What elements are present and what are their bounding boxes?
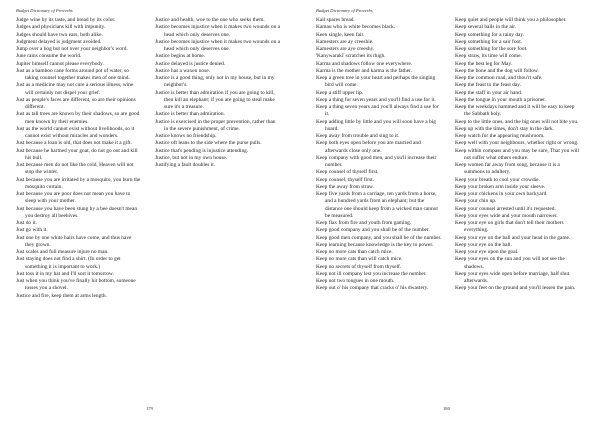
proverb-entry: Judge wine by its taste, and bread by its color. xyxy=(16,17,116,23)
proverb-entry: Justice oft leans to the side where the purse pulls. xyxy=(155,140,262,147)
proverb-entry: Keen single, keen fair. xyxy=(316,31,365,38)
proverb-entry: Justice becomes injustice when it makes two wounds on a head which only deserves one. xyxy=(155,38,281,52)
proverb-entry: Keep a green tree in your heart and perhaps the singing bird will come. xyxy=(316,75,436,89)
proverb-entry: Keep your eye on the ball. xyxy=(455,241,512,248)
proverb-entry: Justice delayed is justice denied. xyxy=(155,60,226,67)
proverb-entry: Keep your broken arm inside your sleeve. xyxy=(455,183,546,190)
proverb-entry: Keep the bone and the dog will follow. xyxy=(455,67,539,74)
proverb-entry: Keep well with your neighbours, whether right or wrong. xyxy=(455,140,579,147)
proverb-entry: Keep out o' his company that cracks o' his dwastery. xyxy=(316,285,429,292)
proverb-entry: Keep no more cats than catch mice. xyxy=(316,249,393,255)
proverb-entry: Keep your eye upon the goal. xyxy=(455,249,519,255)
proverb-entry: Keep learning because knowledge is the key to power. xyxy=(316,241,434,248)
proverb-entry: Just as tall trees are known by their shadows, so are good men known by their enemies. xyxy=(16,111,140,125)
proverb-entry: Keep something for a rainy day. xyxy=(455,31,525,38)
proverb-entry: Just because you have been stung by a bee doesn't mean you destroy all beehives. xyxy=(16,205,138,219)
running-head: Budget Dictionary of Proverbs xyxy=(16,8,73,13)
proverb-entry: Justice is a good thing, only not in my house, but in my neighbor's. xyxy=(155,75,275,89)
proverb-entry: Justice is exercised in the proper prevention, rather than in the severe punishment, of crime. xyxy=(155,118,276,132)
proverb-entry: Karma is the mother and karma is the father. xyxy=(316,67,412,74)
proverb-entry: Keep your chickens in your own backyard. xyxy=(455,191,548,197)
proverb-entry: Keep your eyes on the sun and you will not see the shadows. xyxy=(455,256,565,270)
proverb-entry: Keep counsel of thyself first. xyxy=(316,169,379,176)
proverb-entry: Keep no more cats than will catch mice. xyxy=(316,256,403,263)
proverb-entry: Just because men do not like the cold, Heaven will not stop the winter. xyxy=(16,162,134,176)
proverb-entry: Justice is better than admiration if you are going to kill, then kill an elephant; if you are going to steal make sure it's a treasure. xyxy=(155,89,275,110)
proverb-entry: Keep to the little ones, and the big ones will not bite you. xyxy=(455,118,579,125)
proverb-entry: Keep quiet and people will think you a philosopher. xyxy=(455,17,567,23)
proverb-entry: Keep both eyes open before you are married and afterwards close only one. xyxy=(316,140,421,154)
proverb-entry: Keep your eyes wide open before marriage, half shut afterwards. xyxy=(455,270,570,284)
proverb-entry: Keep a thing for seven years and you'll find a use for it. xyxy=(316,96,436,103)
proverb-entry: Keep not ill company lest you increase the number. xyxy=(316,270,427,277)
left-page-column-a xyxy=(16,17,142,300)
proverb-entry: Keep the feast to the feast day. xyxy=(455,82,521,89)
proverb-entry: Keep your eye on the ball and your head in the game. xyxy=(455,234,571,241)
proverb-entry: Just when you think you've finally hit bottom, someone tosses you a shovel. xyxy=(16,278,136,292)
proverb-entry: Keep your chin up. xyxy=(455,198,497,205)
proverb-entry: Justice and fire, keep them at arms length. xyxy=(16,292,107,299)
proverb-entry: Keep a stiff upper lip. xyxy=(316,89,364,96)
proverb-entry: Just as people's faces are different, so are their opinions different. xyxy=(16,96,136,110)
proverb-entry: Keep the common road, and thou'rt safe. xyxy=(455,75,543,81)
proverb-entry: Justice knows no friendship. xyxy=(155,133,217,139)
proverb-entry: Keep counsel, thyself first. xyxy=(316,176,374,183)
proverb-entry: Keep something for the sore foot. xyxy=(455,46,528,52)
proverb-entry: Kamau who is white becomes black. xyxy=(316,24,396,31)
left-page-column-b xyxy=(155,17,281,169)
page-number: 179 xyxy=(146,406,153,411)
proverb-entry: Just staying does not find a shirt. (In order to get something it is important to work.) xyxy=(16,256,121,270)
proverb-entry: Justice becomes injustice when it makes two wounds on a head which only deserves one. xyxy=(155,24,281,38)
proverb-entry: Keep your counsel arrested until it's requested. xyxy=(455,205,556,212)
proverb-entry: Keep your eye on girls that don't tell their mothers everything. xyxy=(455,220,564,234)
proverb-entry: Keep company with good men, and you'll increase their number. xyxy=(316,154,437,168)
proverb-entry: Keep the weekdays hammed and it will be easy to keep the Sabbath holy. xyxy=(455,104,575,118)
proverb-entry: Keep not two tongues in one mouth. xyxy=(316,278,395,284)
proverb-entry: Just do it. xyxy=(16,220,37,226)
proverb-entry: Karma and shadows follow one everywhere. xyxy=(316,60,413,67)
proverb-entry: Keep five yards from a carriage, ten yards from a horse, and a hundred yards from an elephant; but the distance one should keep from a wicked man cannot be measured. xyxy=(316,191,438,219)
proverb-entry: Justice is better than admiration. xyxy=(155,111,225,118)
proverb-entry: Keep several balls in the air. xyxy=(455,24,517,31)
proverb-entry: Justice and health, woe to the one who seeks them. xyxy=(155,17,265,23)
proverb-entry: Keep adding little by little and you will soon have a big hoard. xyxy=(316,118,436,132)
proverb-entry: Keep your eyes wide and your mouth narrower. xyxy=(455,212,558,219)
proverb-entry: Keep no secrets of thyself from thyself. xyxy=(316,263,402,270)
proverb-entry: Just because he harmed your goat, do not go out and kill his bull. xyxy=(16,147,138,161)
right-page xyxy=(300,0,600,424)
proverb-entry: Keep women far away from song, because it is a summons to adultery. xyxy=(455,162,560,176)
proverb-entry: June rains consume the world. xyxy=(16,53,82,60)
proverb-entry: Keep something for a sair foot. xyxy=(455,38,523,45)
proverb-entry: Kail spares bread. xyxy=(316,17,355,23)
proverb-entry: Judges and physicians kill with impunity. xyxy=(16,24,106,31)
right-page-column-a xyxy=(316,17,442,293)
proverb-entry: Just because you are poor does not mean you have to sleep with your mother. xyxy=(16,191,131,205)
proverb-entry: Keep your feet on the ground and you'll lessen the pain. xyxy=(455,285,576,292)
proverb-entry: Keep the away from straw. xyxy=(316,183,374,190)
proverb-entry: Just because a loan is old, that does not make it a gift. xyxy=(16,140,132,147)
proverb-entry: Jupiter himself cannot please everybody. xyxy=(16,60,104,67)
proverb-entry: Keep your breath to cool your crowdie. xyxy=(455,176,540,183)
proverb-entry: Justice that's pending is injustice attending. xyxy=(155,147,249,154)
proverb-entry: Keep watch for the appearing mushroom. xyxy=(455,133,545,139)
proverb-entry: Just as a medicine may not cure a serious illness, wine will certainly not dispel your grief. xyxy=(16,82,134,96)
proverb-entry: Keep straw, its time will come. xyxy=(455,53,522,60)
proverb-entry: Kamesters are ay creeshie. xyxy=(316,38,374,45)
proverb-entry: Keep flax from fire and youth from gaming. xyxy=(316,220,412,226)
proverb-entry: Just one by one white hairs have come, and thus have they grown. xyxy=(16,234,132,248)
proverb-entry: Just because you are irritated by a mosquito, you burn the mosquito curtain. xyxy=(16,176,141,190)
proverb-entry: Keep away from trouble and sing to it. xyxy=(316,133,400,139)
proverb-entry: Judgment delayed is judgment avoided. xyxy=(16,38,102,45)
right-page-column-b xyxy=(455,17,581,293)
proverb-entry: Just go with it. xyxy=(16,227,48,234)
proverb-entry: Just as a bamboo cane forms around pot of water, so taking counsel together makes men of one mind. xyxy=(16,67,130,81)
proverb-entry: Justice has a waxen nose. xyxy=(155,67,210,74)
proverb-entry: Keep good men company, and you shall be of the number. xyxy=(316,234,442,241)
proverb-entry: Just toss it in my hat and I'll sort it tomorrow. xyxy=(16,270,114,277)
proverb-entry: Keep a thing seven years and you'll always find a use for it. xyxy=(316,104,439,118)
proverb-entry: Jump over a hog but not over your neighbor's word. xyxy=(16,46,128,52)
proverb-entry: Keep up with the times, don't stay in the dark. xyxy=(455,125,555,132)
proverb-entry: Keep within compass and you may be sure, That you will not suffer what others endure. xyxy=(455,147,580,161)
proverb-entry: Kamesters are aye creeshy. xyxy=(316,46,375,52)
proverb-entry: 'Kanywaraki' scratches its thigh. xyxy=(316,53,386,60)
running-head: Budget Dictionary of Proverbs xyxy=(316,8,373,13)
proverb-entry: Keep good company and you shall be of the number. xyxy=(316,227,430,234)
proverb-entry: Justifying a fault doubles it. xyxy=(155,162,216,168)
proverb-entry: Judges should have two ears, both alike. xyxy=(16,31,103,38)
proverb-entry: Keep the best leg for May. xyxy=(455,60,513,67)
proverb-entry: Just scales and full measure injure no man. xyxy=(16,249,109,255)
page-number: 180 xyxy=(443,406,450,411)
proverb-entry: Justice, but not in my own house. xyxy=(155,154,228,161)
proverb-entry: Keep the tongue in your mouth a prisoner. xyxy=(455,96,547,103)
proverb-entry: Just as the world cannot exist without livelihoods, so it cannot exist without miracles and wonders. xyxy=(16,125,135,139)
proverb-entry: Justice begins at home. xyxy=(155,53,206,60)
proverb-entry: Keep the staff in your air hand. xyxy=(455,89,523,96)
